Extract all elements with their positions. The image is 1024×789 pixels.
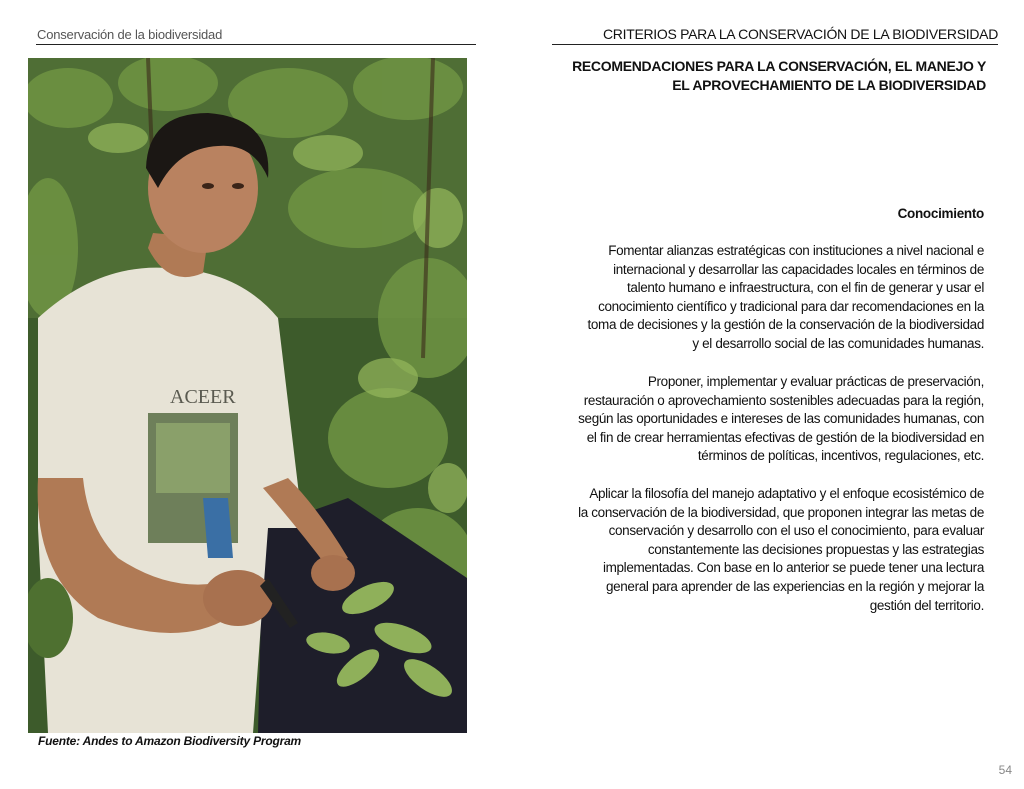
- subheading-conocimiento: Conocimiento: [897, 206, 984, 221]
- paragraph-alianzas: [548, 242, 984, 354]
- paragraph-line: conservación y desarrollo con el uso el conocimiento, para evaluar: [608, 523, 984, 539]
- photo-caption: Fuente: Andes to Amazon Biodiversity Program: [38, 734, 302, 748]
- section-title-line: RECOMENDACIONES PARA LA CONSERVACIÓN, EL MANEJO Y: [572, 58, 986, 74]
- paragraph-line: general para aprender de las experiencias en la región y mejorar la: [605, 578, 984, 594]
- paragraph-manejo-adaptativo: [548, 485, 984, 615]
- field-photo: [28, 58, 467, 733]
- page-number: 54: [998, 763, 1012, 777]
- right-running-header: [552, 26, 998, 45]
- paragraph-line: el fin de crear herramientas efectivas de gestión de la biodiversidad en: [586, 429, 984, 445]
- paragraph-line: conocimiento científico y tradicional para dar recomendaciones en la: [598, 298, 984, 314]
- paragraph-line: constantemente las decisiones propuestas y las estrategias: [647, 541, 984, 557]
- field-photo-illustration: [28, 58, 467, 733]
- paragraph-line: restauración o aprovechamiento sostenibles adecuadas para la región,: [583, 392, 984, 408]
- left-running-header-text: Conservación de la biodiversidad: [37, 27, 223, 42]
- paragraph-line: gestión del territorio.: [869, 597, 984, 613]
- right-running-header-text: CRITERIOS PARA LA CONSERVACIÓN DE LA BIODIVERSIDAD: [603, 26, 998, 42]
- paragraph-line: términos de políticas, incentivos, regulaciones, etc.: [697, 448, 984, 464]
- paragraph-line: según las oportunidades e intereses de las comunidades humanas, con: [578, 411, 984, 427]
- paragraph-line: toma de decisiones y la gestión de la conservación de la biodiversidad: [587, 317, 984, 333]
- paragraph-line: Fomentar alianzas estratégicas con instituciones a nivel nacional e: [608, 243, 984, 258]
- shirt-print-text: ACEER: [170, 386, 236, 408]
- paragraph-line: internacional y desarrollar las capacidades locales en términos de: [613, 261, 984, 277]
- left-running-header: [36, 26, 476, 45]
- paragraph-line: Aplicar la filosofía del manejo adaptativo y el enfoque ecosistémico de: [589, 486, 984, 501]
- section-title: [540, 57, 986, 95]
- paragraph-practicas: [548, 373, 984, 466]
- paragraph-line: y el desarrollo social de las comunidades humanas.: [692, 335, 984, 351]
- paragraph-line: implementadas. Con base en lo anterior se puede tener una lectura: [602, 560, 984, 576]
- paragraph-line: la conservación de la biodiversidad, que proponen integrar las metas de: [578, 504, 984, 520]
- paragraph-line: Proponer, implementar y evaluar prácticas de preservación,: [647, 374, 984, 389]
- section-title-line: EL APROVECHAMIENTO DE LA BIODIVERSIDAD: [672, 77, 986, 93]
- paragraph-line: talento humano e infraestructura, con el fin de generar y usar el: [627, 280, 984, 296]
